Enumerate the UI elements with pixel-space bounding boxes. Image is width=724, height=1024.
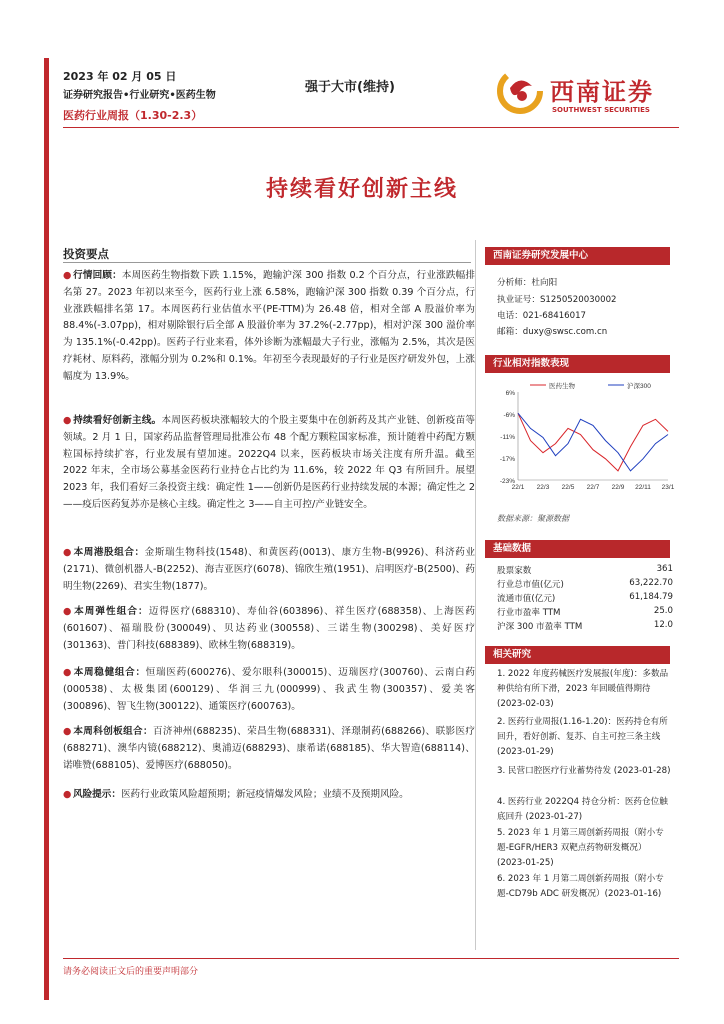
x-tick-label: 23/1 xyxy=(661,484,675,491)
related-item[interactable]: 2. 医药行业周报(1.16-1.20)：医药持仓有所回升，看好创新、复苏、自主可控三条主线 (2023-01-29) xyxy=(497,717,668,757)
bullet-icon: ● xyxy=(63,789,72,800)
series-line-0 xyxy=(518,413,668,471)
bullet-icon: ● xyxy=(63,726,72,737)
email[interactable]: 邮箱：duxy@swsc.com.cn xyxy=(497,327,608,337)
chart-source: 数据来源：聚源数据 xyxy=(497,514,569,523)
paragraph-elastic-portfolio: ● 本周弹性组合：迈得医疗(688310)、寿仙谷(603896)、祥生医疗(688358)、上海医药(601607)、福瑞股份(300049)、贝达药业(300558)、三诺生物(300298)、美好医疗(301363)、普门科技(688389)、欧林生物(688319)。 xyxy=(63,606,476,651)
x-tick-label: 22/7 xyxy=(586,484,600,491)
paragraph-hk-portfolio: ● 本周港股组合：金斯瑞生物科技(1548)、和黄医药(0013)、康方生物-B(9926)、科济药业(2171)、微创机器人-B(2252)、海吉亚医疗(6078)、锦欣生殖(1951)、启明医疗-B(2500)、药明生物(2269)、君实生物(1877)。 xyxy=(63,547,476,592)
analyst-name: 分析师：杜向阳 xyxy=(497,278,558,288)
y-tick-label: 6% xyxy=(505,390,515,397)
related-item[interactable]: 3. 民营口腔医疗行业蓄势待发 (2023-01-28) xyxy=(497,766,671,776)
relative-index-chart xyxy=(488,380,675,496)
license-number: 执业证号：S1250520030002 xyxy=(497,295,617,305)
related-research-header: 相关研究 xyxy=(485,646,670,664)
x-tick-label: 22/5 xyxy=(561,484,575,491)
phone: 电话：021-68416017 xyxy=(497,311,587,321)
paragraph-stable-portfolio: ● 本周稳健组合：恒瑞医药(600276)、爱尔眼科(300015)、迈瑞医疗(300760)、云南白药(000538)、太极集团(600129)、华润三九(000999)、我武生物(300357)、爱美客(300896)、智飞生物(300122)、通策医疗(600763)。 xyxy=(63,667,476,712)
bullet-icon: ● xyxy=(63,270,72,281)
x-tick-label: 22/3 xyxy=(536,484,550,491)
report-category: 证券研究报告•行业研究•医药生物 xyxy=(63,90,216,101)
paragraph-innovation: ● 持续看好创新主线。本周医药板块涨幅较大的个股主要集中在创新药及其产业链、创新疫苗等领域。2 月 1 日，国家药品监督管理局批准公布 48 个配方颗粒国家标准，预计随着中药配方颗粒国标持续扩容，行业发展有望加速。2022Q4 以来，医药板块市场关注度有所升温。截至 2022 年末，全市场公募基金医药行业持仓占比约为 11.6%，较 2022 年 Q3 有所回升。展望 2023 年，我们看好三条投资主线：确定性 1——创新仍是医药行业持续发展的本源；确定性之 2——疫后医药复苏亦是核心主线。确定性之 3——自主可控/产业链安全。 xyxy=(63,415,476,510)
y-tick-label: -17% xyxy=(499,456,515,463)
related-item[interactable]: 5. 2023 年 1 月第三周创新药周报（附小专题-EGFR/HER3 双靶点药物研发概况）(2023-01-25) xyxy=(497,828,664,868)
bullet-icon: ● xyxy=(63,667,72,678)
basic-data-row: 行业市盈率 TTM 25.0 xyxy=(497,606,673,618)
basic-data-row: 股票家数 361 xyxy=(497,564,673,576)
y-tick-label: -23% xyxy=(499,478,515,485)
footer-rule xyxy=(63,958,679,959)
bullet-icon: ● xyxy=(63,415,72,426)
basic-data-row: 行业总市值(亿元) 63,222.70 xyxy=(497,578,673,590)
legend-label: 医药生物 xyxy=(549,383,575,390)
header-rule xyxy=(63,127,679,128)
basic-data-row: 流通市值(亿元) 61,184.79 xyxy=(497,592,673,604)
footer-disclaimer: 请务必阅读正文后的重要声明部分 xyxy=(63,967,199,977)
basic-data-row: 沪深 300 市盈率 TTM 12.0 xyxy=(497,620,673,632)
chart-header: 行业相对指数表现 xyxy=(485,355,670,373)
report-series: 医药行业周报（1.30-2.3） xyxy=(63,109,203,122)
related-item[interactable]: 6. 2023 年 1 月第二周创新药周报（附小专题-CD79b ADC 研发概况）(2023-01-16) xyxy=(497,874,664,899)
legend-label: 沪深300 xyxy=(627,383,651,390)
research-center-header: 西南证券研究发展中心 xyxy=(485,247,670,265)
x-tick-label: 22/1 xyxy=(511,484,525,491)
key-points-rule xyxy=(63,262,471,263)
series-line-1 xyxy=(518,413,668,471)
paragraph-risk: ● 风险提示：医药行业政策风险超预期；新冠疫情爆发风险；业绩不及预期风险。 xyxy=(63,787,475,804)
paragraph-market-review: ● 行情回顾：本周医药生物指数下跌 1.15%，跑输沪深 300 指数 0.2 个百分点，行业涨跌幅排名第 27。2023 年初以来至今，医药行业上涨 6.58%，跑输沪深 300 指数 0.39 个百分点，行业涨跌幅排名第 17。本周医药行业估值水平(PE-TTM)为 26.48 倍，相对全部 A 股溢价率为 88.4%(-3.07pp)，相对剔除银行后全部 A 股溢价率为 37.2%(-2.77pp)，相对沪深 300 溢价率为 135.1%(-0.42pp)。医药子行业来看，体外诊断为涨幅最大子行业，涨幅为 2.5%，其次是医疗耗材、原料药，涨幅分别为 0.2%和 0.1%。年初至今表现最好的子行业是医疗研发外包，上涨幅度为 13.9%。 xyxy=(63,270,476,382)
paragraph-star-portfolio: ● 本周科创板组合：百济神州(688235)、荣昌生物(688331)、泽璟制药(688266)、联影医疗(688271)、澳华内镜(688212)、奥浦迈(688293)、康希诺(688185)、华大智造(688114)、诺唯赞(688105)、爱博医疗(688050)。 xyxy=(63,726,476,771)
related-item[interactable]: 4. 医药行业 2022Q4 持仓分析：医药仓位触底回升 (2023-01-27) xyxy=(497,797,668,822)
bullet-icon: ● xyxy=(63,547,72,558)
column-separator xyxy=(475,240,476,950)
rating: 强于大市(维持) xyxy=(305,80,395,95)
related-item[interactable]: 1. 2022 年度药械医疗发展报(年度)：多数品种供给有所下滑，2023 年回暖值得期待 (2023-02-03) xyxy=(497,669,669,709)
report-date: 2023 年 02 月 05 日 xyxy=(63,70,177,83)
x-tick-label: 22/9 xyxy=(611,484,625,491)
logo-subtext: SOUTHWEST SECURITIES xyxy=(552,106,650,114)
logo-emblem-icon xyxy=(496,64,548,120)
page-title: 持续看好创新主线 xyxy=(265,177,458,202)
y-tick-label: -6% xyxy=(503,412,515,419)
logo-text: 西南证券 xyxy=(550,77,654,106)
bullet-icon: ● xyxy=(63,606,72,617)
y-tick-label: -11% xyxy=(500,434,515,441)
key-points-heading: 投资要点 xyxy=(63,247,109,261)
basic-data-header: 基础数据 xyxy=(485,540,670,558)
x-tick-label: 22/11 xyxy=(635,484,651,491)
